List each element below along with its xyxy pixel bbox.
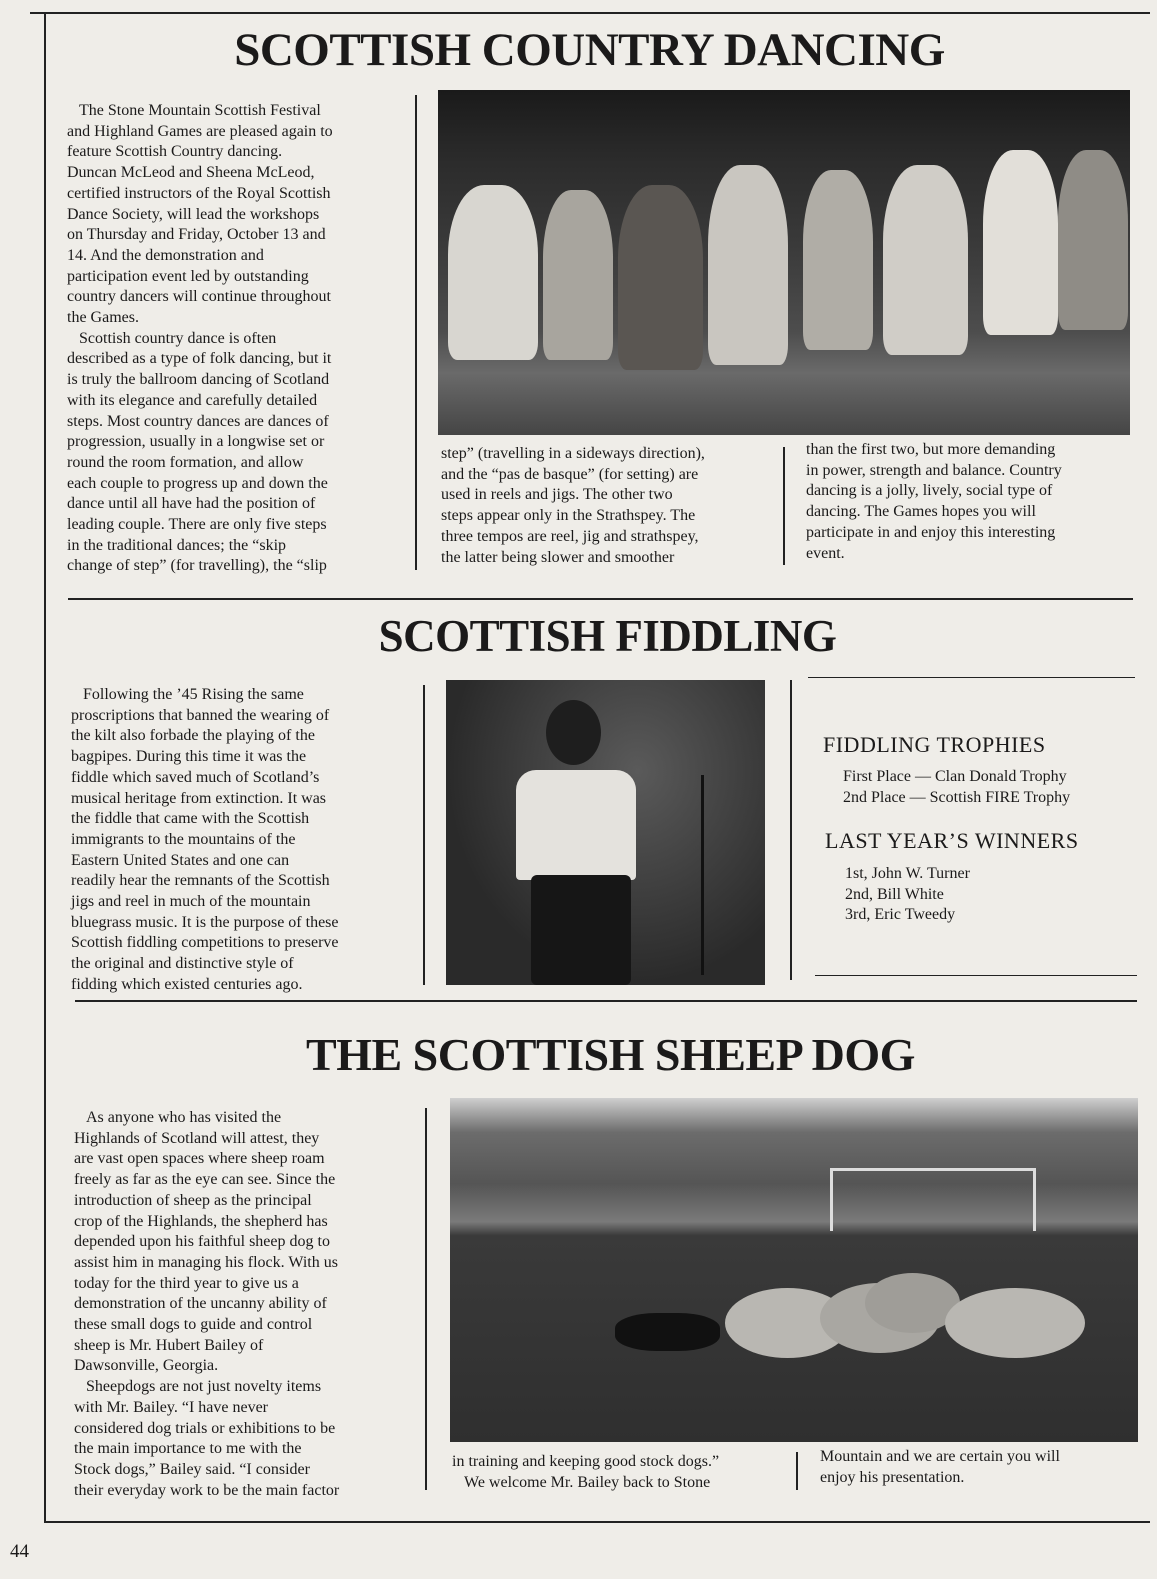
text-line: change of step” (for travelling), the “slip bbox=[67, 557, 327, 575]
text-line: Scottish fiddling competitions to preserve bbox=[71, 934, 339, 952]
text-line: and the “pas de basque” (for setting) are bbox=[441, 465, 699, 483]
text-line: introduction of sheep as the principal bbox=[74, 1191, 312, 1209]
text-line: participation event led by outstanding bbox=[67, 267, 309, 285]
text-line: the Games. bbox=[67, 309, 139, 327]
sheepdog-photo bbox=[450, 1098, 1138, 1442]
text-line: fiddle which saved much of Scotland’s bbox=[71, 768, 320, 786]
text-line: sheep is Mr. Hubert Bailey of bbox=[74, 1336, 264, 1354]
text-line: the original and distinctive style of bbox=[71, 955, 294, 973]
text-line: We welcome Mr. Bailey back to Stone bbox=[452, 1473, 711, 1491]
text-line: As anyone who has visited the bbox=[74, 1109, 282, 1126]
text-line: proscriptions that banned the wearing of bbox=[71, 706, 330, 724]
text-line: leading couple. There are only five steps bbox=[67, 516, 327, 534]
text-line: today for the third year to give us a bbox=[74, 1274, 299, 1292]
text-line: Duncan McLeod and Sheena McLeod, bbox=[67, 164, 315, 182]
text-line: in power, strength and balance. Country bbox=[806, 461, 1062, 479]
dancing-body-col1 bbox=[67, 101, 333, 577]
text-line: the latter being slower and smoother bbox=[441, 548, 675, 566]
sheepdog-body-col1 bbox=[74, 1108, 339, 1501]
last-years-winners-list bbox=[845, 864, 970, 926]
text-line: and Highland Games are pleased again to bbox=[67, 122, 333, 140]
text-line: Eastern United States and one can bbox=[71, 851, 290, 869]
fiddling-body bbox=[71, 685, 339, 996]
text-line: enjoy his presentation. bbox=[820, 1468, 965, 1486]
text-line: are vast open spaces where sheep roam bbox=[74, 1150, 325, 1168]
text-line: 2nd, Bill White bbox=[845, 885, 944, 903]
text-line: dancing. The Games hopes you will bbox=[806, 503, 1036, 521]
text-line: round the room formation, and allow bbox=[67, 453, 304, 471]
frame-bottom-rule bbox=[44, 1521, 1150, 1523]
text-line: crop of the Highlands, the shepherd has bbox=[74, 1212, 328, 1230]
text-line: The Stone Mountain Scottish Festival bbox=[67, 102, 321, 119]
text-line: demonstration of the uncanny ability of bbox=[74, 1295, 327, 1313]
text-line: progression, usually in a longwise set or bbox=[67, 433, 325, 451]
text-line: with its elegance and carefully detailed bbox=[67, 391, 318, 409]
text-line: three tempos are reel, jig and strathspey, bbox=[441, 527, 699, 545]
text-line: Stock dogs,” Bailey said. “I consider bbox=[74, 1460, 310, 1478]
column-rule bbox=[783, 447, 785, 565]
text-line: certified instructors of the Royal Scottish bbox=[67, 184, 331, 202]
text-line: jigs and reel in much of the mountain bbox=[71, 893, 311, 911]
text-line: Highlands of Scotland will attest, they bbox=[74, 1129, 320, 1147]
text-line: feature Scottish Country dancing. bbox=[67, 143, 283, 161]
text-line: these small dogs to guide and control bbox=[74, 1316, 313, 1334]
sheepdog-body-col3 bbox=[820, 1447, 1060, 1488]
text-line: used in reels and jigs. The other two bbox=[441, 486, 673, 504]
text-line: each couple to progress up and down the bbox=[67, 474, 328, 492]
text-line: bagpipes. During this time it was the bbox=[71, 748, 307, 766]
dancing-title: SCOTTISH COUNTRY DANCING bbox=[234, 24, 945, 76]
text-line: steps. Most country dances are dances of bbox=[67, 412, 329, 430]
text-line: the fiddle that came with the Scottish bbox=[71, 810, 310, 828]
text-line: event. bbox=[806, 544, 845, 562]
text-line: readily hear the remnants of the Scottish bbox=[71, 872, 330, 890]
text-line: their everyday work to be the main factor bbox=[74, 1481, 340, 1499]
page-number: 44 bbox=[10, 1541, 29, 1562]
trophy-box-bottom-rule bbox=[815, 975, 1137, 976]
text-line: Following the ’45 Rising the same bbox=[71, 686, 304, 703]
text-line: with Mr. Bailey. “I have never bbox=[74, 1398, 269, 1416]
text-line: the kilt also forbade the playing of the bbox=[71, 727, 315, 745]
text-line: assist him in managing his flock. With us bbox=[74, 1253, 338, 1271]
text-line: participate in and enjoy this interesting bbox=[806, 523, 1056, 541]
text-line: Mountain and we are certain you will bbox=[820, 1448, 1060, 1465]
text-line: Dawsonville, Georgia. bbox=[74, 1357, 219, 1375]
text-line: is truly the ballroom dancing of Scotland bbox=[67, 371, 330, 389]
text-line: musical heritage from extinction. It was bbox=[71, 789, 327, 807]
column-rule bbox=[415, 95, 417, 570]
text-line: depended upon his faithful sheep dog to bbox=[74, 1233, 330, 1251]
text-line: freely as far as the eye can see. Since the bbox=[74, 1171, 336, 1189]
text-line: country dancers will continue throughout bbox=[67, 288, 331, 306]
text-line: in the traditional dances; the “skip bbox=[67, 536, 287, 554]
column-rule bbox=[790, 680, 792, 980]
frame-top-rule bbox=[30, 12, 1150, 14]
column-rule bbox=[425, 1108, 427, 1490]
dancing-body-col3 bbox=[806, 440, 1062, 564]
column-rule bbox=[423, 685, 425, 985]
text-line: on Thursday and Friday, October 13 and bbox=[67, 226, 326, 244]
text-line: described as a type of folk dancing, but it bbox=[67, 350, 332, 368]
section-divider bbox=[68, 598, 1133, 600]
last-years-winners-heading: LAST YEAR’S WINNERS bbox=[825, 828, 1079, 853]
text-line: dance until all have had the position of bbox=[67, 495, 316, 513]
text-line: 3rd, Eric Tweedy bbox=[845, 906, 956, 923]
dancing-body-col2 bbox=[441, 444, 705, 568]
sheepdog-title: THE SCOTTISH SHEEP DOG bbox=[306, 1029, 915, 1080]
text-line: Scottish country dance is often bbox=[67, 329, 277, 347]
text-line: than the first two, but more demanding bbox=[806, 441, 1056, 458]
fiddling-trophies-list bbox=[843, 767, 1070, 808]
text-line: Sheepdogs are not just novelty items bbox=[74, 1378, 322, 1396]
frame-left-rule bbox=[44, 12, 46, 1522]
trophy-box-top-rule bbox=[808, 677, 1135, 678]
dancers-photo bbox=[438, 90, 1130, 435]
text-line: considered dog trials or exhibitions to be bbox=[74, 1419, 336, 1437]
sheepdog-body-col2 bbox=[452, 1452, 719, 1493]
text-line: 2nd Place — Scottish FIRE Trophy bbox=[843, 788, 1071, 806]
text-line: First Place — Clan Donald Trophy bbox=[843, 768, 1067, 785]
text-line: 1st, John W. Turner bbox=[845, 865, 970, 882]
text-line: bluegrass music. It is the purpose of these bbox=[71, 913, 339, 931]
text-line: Dance Society, will lead the workshops bbox=[67, 205, 320, 223]
fiddler-photo bbox=[446, 680, 765, 985]
text-line: fidding which existed centuries ago. bbox=[71, 975, 303, 993]
fiddling-trophies-heading: FIDDLING TROPHIES bbox=[823, 732, 1046, 757]
text-line: steps appear only in the Strathspey. The bbox=[441, 507, 696, 525]
section-divider bbox=[75, 1000, 1137, 1002]
text-line: immigrants to the mountains of the bbox=[71, 830, 296, 848]
text-line: in training and keeping good stock dogs.” bbox=[452, 1453, 720, 1470]
text-line: 14. And the demonstration and bbox=[67, 246, 264, 264]
text-line: step” (travelling in a sideways direction), bbox=[441, 445, 705, 462]
text-line: the main importance to me with the bbox=[74, 1440, 302, 1458]
text-line: dancing is a jolly, lively, social type of bbox=[806, 482, 1053, 500]
column-rule bbox=[796, 1452, 798, 1490]
fiddling-title: SCOTTISH FIDDLING bbox=[378, 611, 837, 661]
